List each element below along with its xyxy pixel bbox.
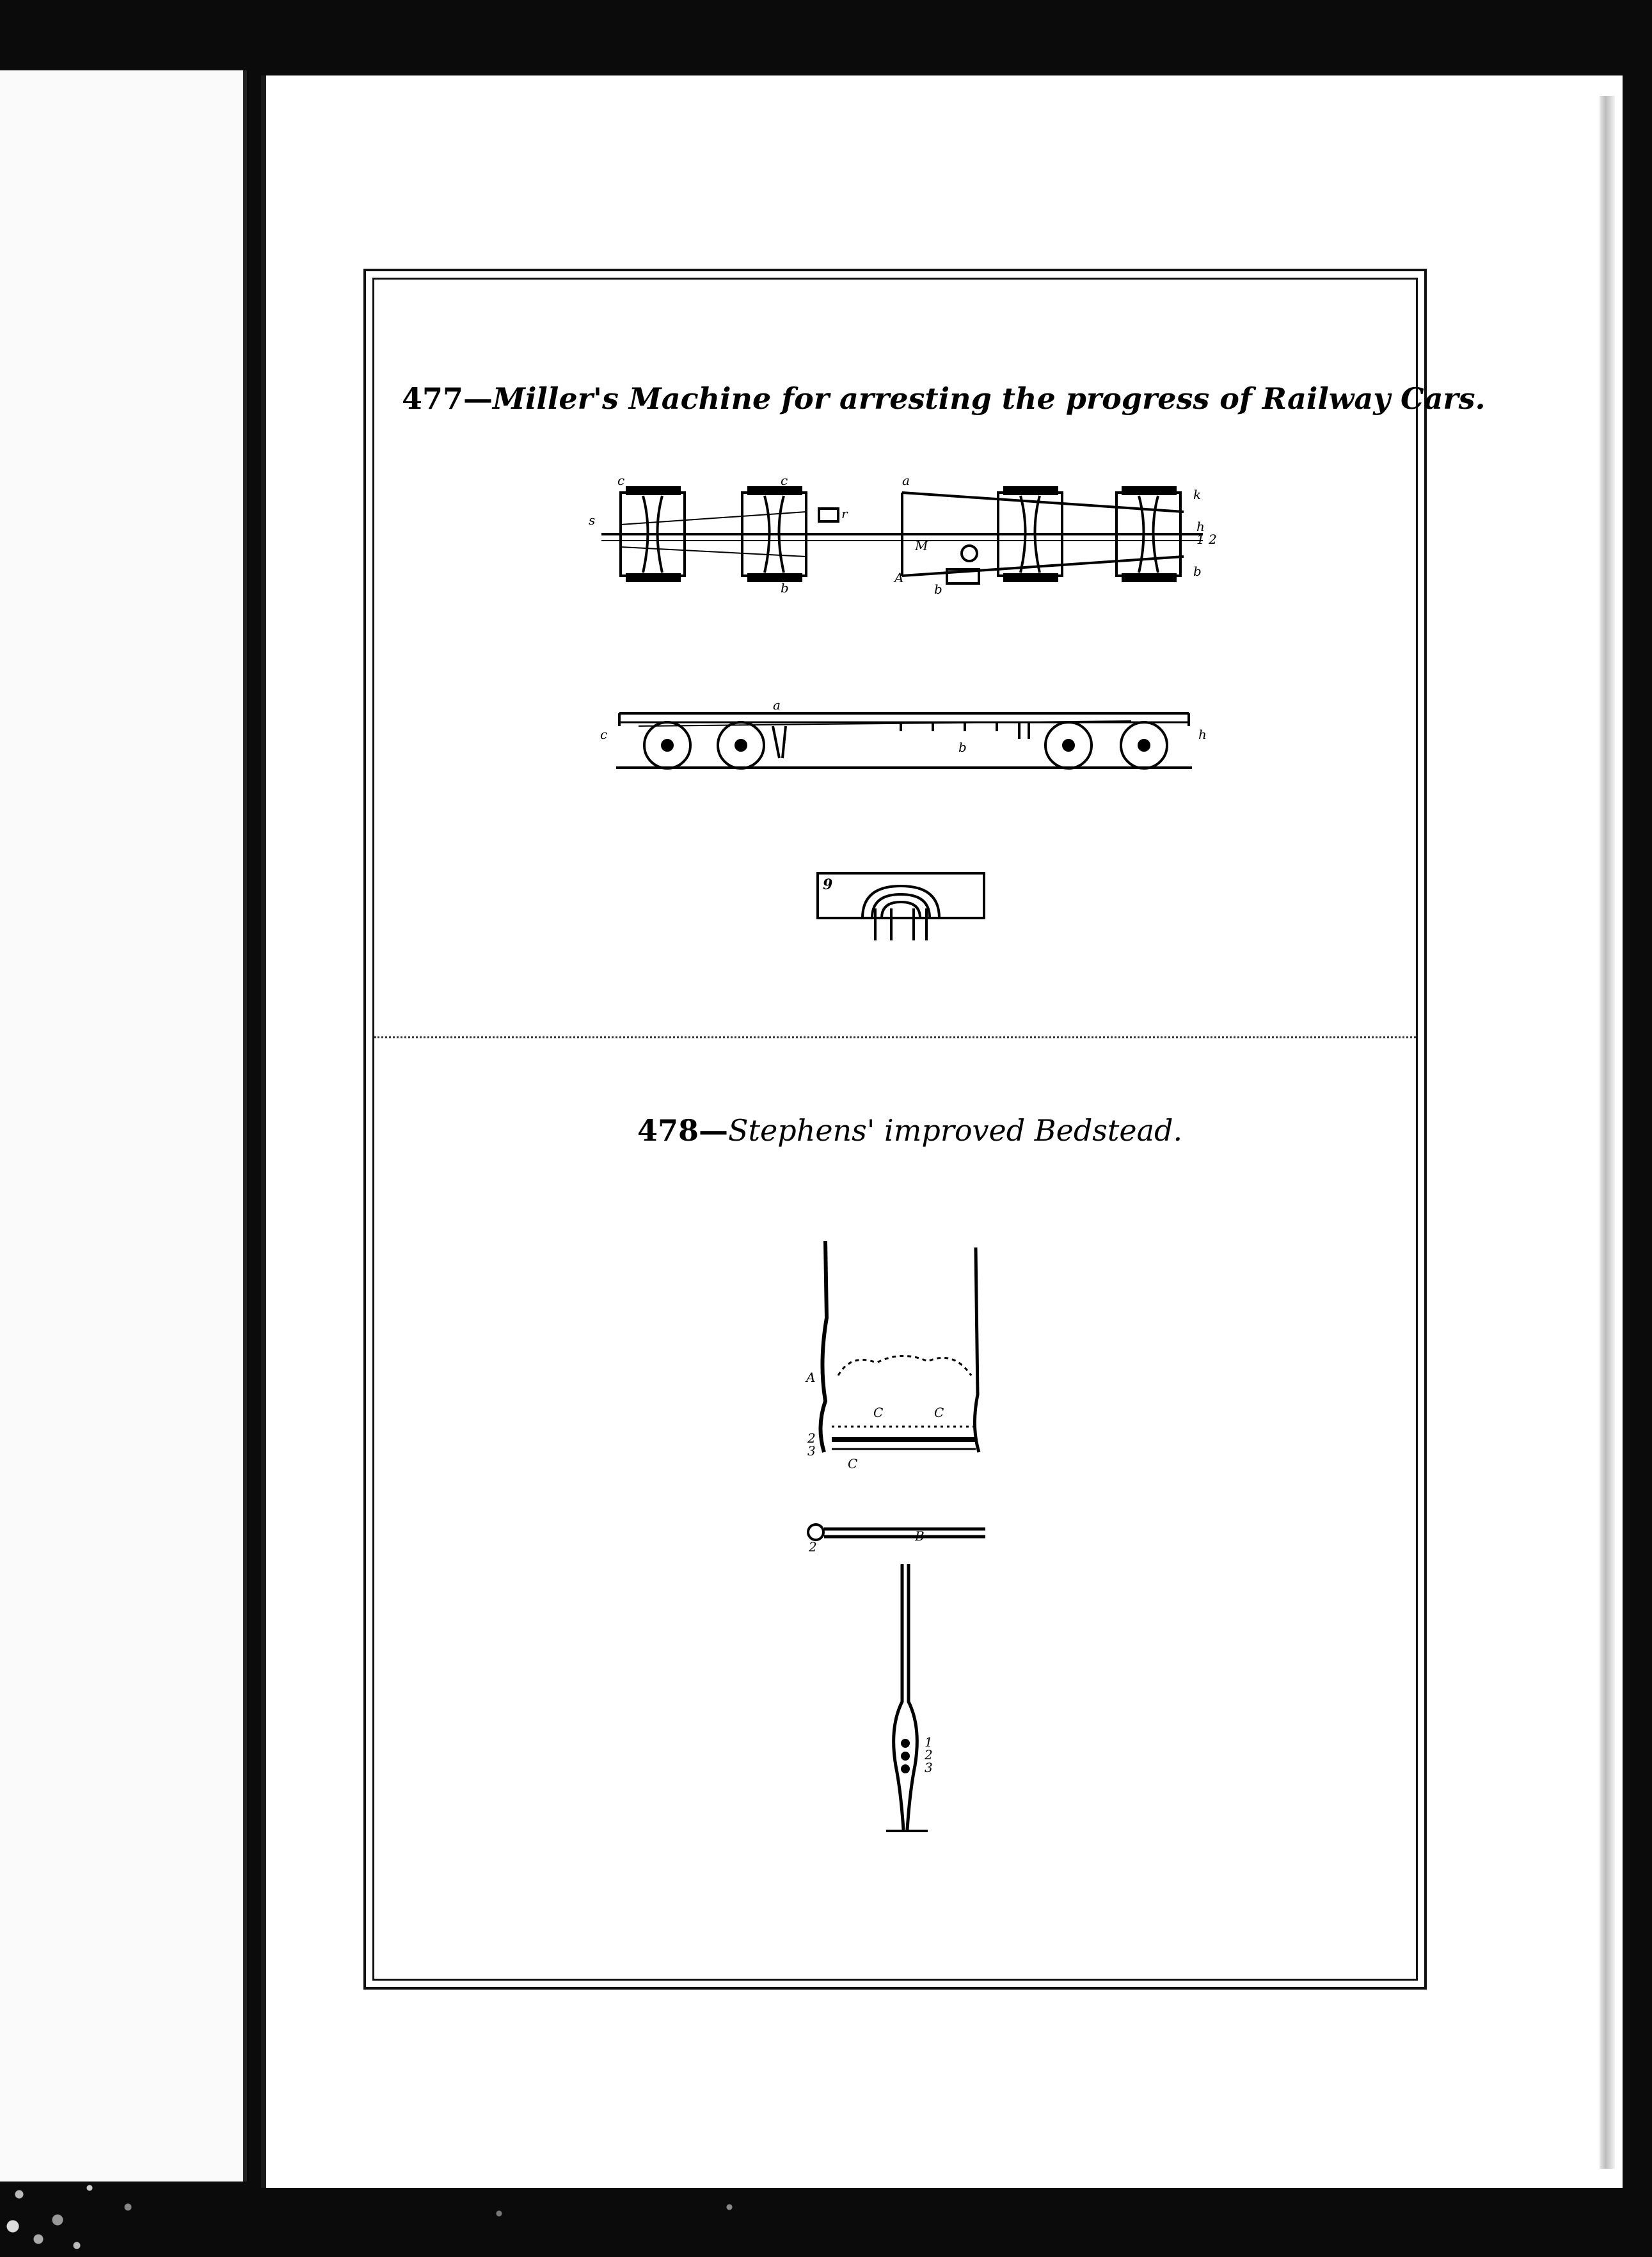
svg-text:9: 9: [823, 876, 833, 893]
svg-text:c: c: [617, 473, 625, 488]
svg-text:c: c: [781, 473, 788, 488]
svg-text:C: C: [873, 1405, 884, 1420]
plate-divider: [374, 1036, 1416, 1038]
plate-477-number: 477: [402, 381, 464, 416]
svg-text:a: a: [773, 697, 781, 713]
svg-text:2: 2: [809, 1539, 817, 1555]
svg-text:C: C: [934, 1405, 944, 1420]
bedstead-drawing: [800, 1235, 1005, 1555]
svg-text:r: r: [841, 506, 848, 521]
svg-text:a: a: [902, 473, 910, 488]
plate-478-caption: [637, 1113, 1182, 1148]
svg-text:h: h: [1198, 727, 1207, 742]
railway-car-side-drawing: [587, 697, 1214, 777]
svg-text:b: b: [934, 582, 942, 597]
page-edge: [1600, 96, 1615, 2169]
svg-text:c: c: [600, 727, 608, 742]
svg-text:1: 1: [925, 1734, 933, 1750]
plate-478-number: 478: [637, 1113, 699, 1148]
svg-text:2: 2: [925, 1747, 933, 1762]
plate-478-title: Stephens' improved Bedstead.: [728, 1113, 1183, 1148]
svg-text:s: s: [589, 512, 596, 528]
brake-detail-drawing: [811, 870, 990, 947]
svg-text:b: b: [1193, 564, 1202, 579]
svg-text:C: C: [848, 1456, 858, 1471]
svg-text:b: b: [958, 740, 967, 755]
svg-text:A: A: [806, 1370, 816, 1385]
svg-text:M: M: [915, 538, 928, 553]
svg-text:B: B: [915, 1528, 925, 1544]
svg-text:h: h: [1196, 519, 1205, 534]
svg-text:A: A: [894, 570, 904, 585]
svg-text:3: 3: [925, 1760, 933, 1775]
plate-477-title: Miller's Machine for arresting the progress of Railway Cars.: [493, 381, 1486, 416]
svg-text:1 2: 1 2: [1196, 532, 1217, 547]
plate-477-caption: [402, 381, 1486, 416]
railway-car-plan-drawing: [589, 473, 1216, 601]
svg-text:2: 2: [807, 1430, 816, 1446]
svg-text:b: b: [781, 580, 789, 596]
svg-text:k: k: [1193, 487, 1202, 502]
plate-477-separator: —: [463, 381, 493, 416]
facing-page-left: [0, 70, 247, 2182]
plate-478-separator: —: [699, 1113, 729, 1148]
bedstead-leg-drawing: [870, 1561, 973, 1842]
svg-text:3: 3: [807, 1443, 816, 1459]
